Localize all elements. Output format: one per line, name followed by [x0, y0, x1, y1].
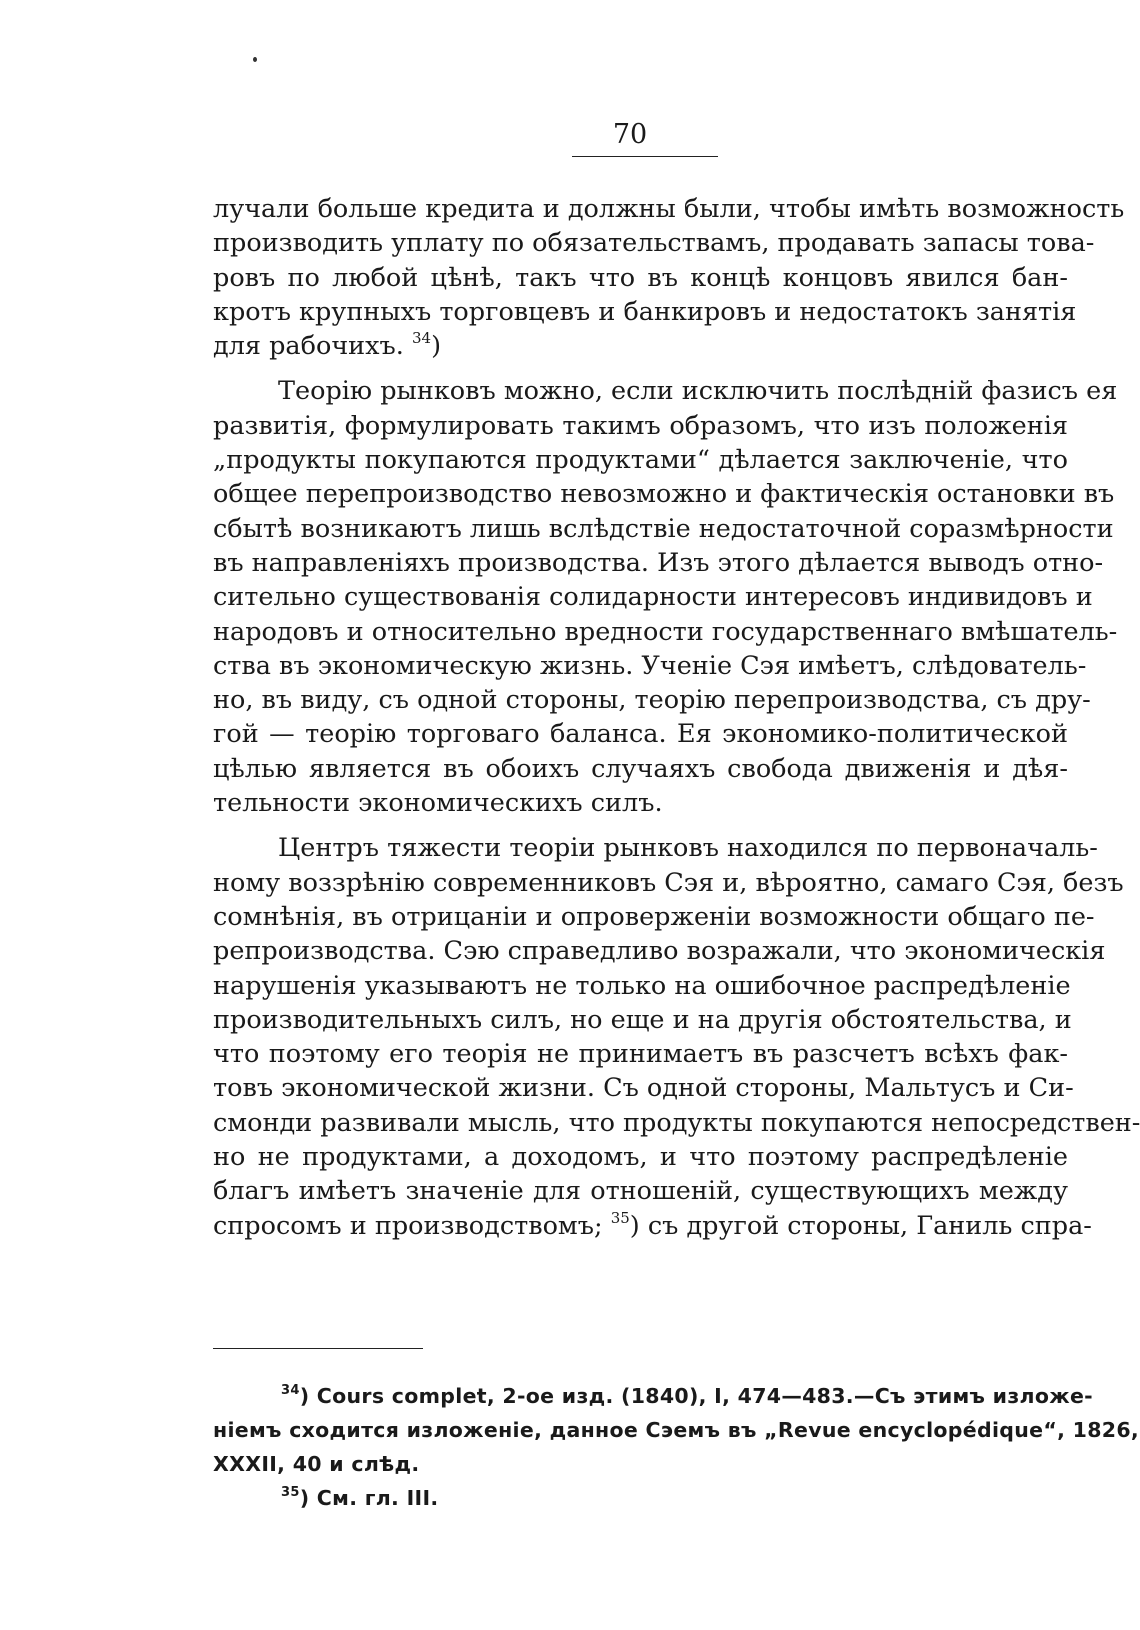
text-line: но, въ виду, съ одной стороны, теорію перепроизводства, съ дру-: [213, 685, 1091, 716]
footnote-line: XXXII, 40 и слѣд.: [213, 1452, 420, 1476]
page-number: 70: [612, 119, 648, 150]
text-line: смонди развивали мысль, что продукты покупаются непосредствен-: [213, 1107, 1140, 1138]
page-number-rule: [572, 156, 718, 157]
text-line: ному воззрѣнію современниковъ Сэя и, вѣроятно, самаго Сэя, безъ: [213, 867, 1124, 898]
text-line: производительныхъ силъ, но еще и на другія обстоятельства, и: [213, 1004, 1072, 1035]
text-line: репроизводства. Сэю справедливо возражали, что экономическія: [213, 936, 1106, 967]
text-line: сбытѣ возникаютъ лишь вслѣдствіе недостаточной соразмѣрности: [213, 513, 1114, 544]
print-speck: [253, 57, 257, 62]
paragraph-gap: [213, 363, 1068, 374]
footnote-marker: 34: [281, 1383, 300, 1398]
text-line: общее перепроизводство невозможно и фактическія остановки въ: [213, 479, 1115, 510]
text-line: производить уплату по обязательствамъ, продавать запасы това-: [213, 228, 1095, 259]
paragraph-gap: [213, 820, 1068, 831]
text-line: кротъ крупныхъ торговцевъ и банкировъ и недостатокъ занятія: [213, 296, 1077, 327]
text-line: Центръ тяжести теоріи рынковъ находился по первоначаль-: [278, 833, 1098, 864]
text-line: развитія, формулировать такимъ образомъ, что изъ положенія: [213, 410, 1068, 441]
footnotes: [213, 1379, 1139, 1515]
text-line: народовъ и относительно вредности государственнаго вмѣшатель-: [213, 616, 1118, 647]
text-line: сомнѣнія, въ отрицаніи и опроверженіи возможности общаго пе-: [213, 901, 1095, 932]
text-line: ровъ по любой цѣнѣ, такъ что въ концѣ концовъ явился бан-: [213, 262, 1068, 293]
text-line: [213, 329, 1068, 363]
footnote-line: ніемъ сходится изложеніе, данное Сэемъ въ „Revue encyclopédique“, 1826,: [213, 1418, 1139, 1442]
text-line: „продукты покупаются продуктами“ дѣлается заключеніе, что: [213, 445, 1068, 476]
text-line: Теорію рынковъ можно, если исключить послѣдній фазисъ ея: [278, 376, 1118, 407]
text-line: товъ экономической жизни. Съ одной стороны, Мальтусъ и Си-: [213, 1073, 1074, 1104]
text-line: благъ имѣетъ значеніе для отношеній, существующихъ между: [213, 1176, 1068, 1207]
text-line: въ направленіяхъ производства. Изъ этого дѣлается выводъ отно-: [213, 547, 1104, 578]
body-text: [213, 192, 1140, 1243]
footnote-marker: 35: [281, 1485, 300, 1500]
footnote-text: ) См. гл. III.: [299, 1486, 439, 1510]
footnote-ref-34: 34: [412, 329, 432, 348]
text-fragment: для рабочихъ.: [213, 331, 404, 362]
text-line: тельности экономическихъ силъ.: [213, 788, 663, 819]
footnote-separator: [213, 1348, 423, 1349]
text-line: сительно существованія солидарности интересовъ индивидовъ и: [213, 582, 1093, 613]
text-line: лучали больше кредита и должны были, чтобы имѣть возможность: [213, 194, 1125, 224]
footnote-35: [213, 1481, 1068, 1515]
text-line: нарушенія указываютъ не только на ошибочное распредѣленіе: [213, 970, 1071, 1001]
text-fragment: ) съ другой стороны, Ганиль спра-: [629, 1210, 1092, 1241]
text-line: ства въ экономическую жизнь. Ученіе Сэя имѣетъ, слѣдователь-: [213, 650, 1087, 681]
text-fragment: ): [431, 331, 442, 362]
footnote-34: [213, 1379, 1093, 1413]
text-line: цѣлью является въ обоихъ случаяхъ свобода движенія и дѣя-: [213, 753, 1068, 784]
text-line: но не продуктами, а доходомъ, и что поэтому распредѣленіе: [213, 1142, 1068, 1173]
text-fragment: спросомъ и производствомъ;: [213, 1210, 603, 1241]
footnote-ref-35: 35: [610, 1208, 630, 1227]
text-line: [213, 1208, 1092, 1243]
text-line: что поэтому его теорія не принимаетъ въ разсчетъ всѣхъ фак-: [213, 1039, 1068, 1070]
footnote-text: ) Cours complet, 2-ое изд. (1840), I, 474—483.—Съ этимъ изложе-: [299, 1384, 1093, 1408]
text-line: гой — теорію торговаго баланса. Ея экономико-политической: [213, 719, 1068, 750]
